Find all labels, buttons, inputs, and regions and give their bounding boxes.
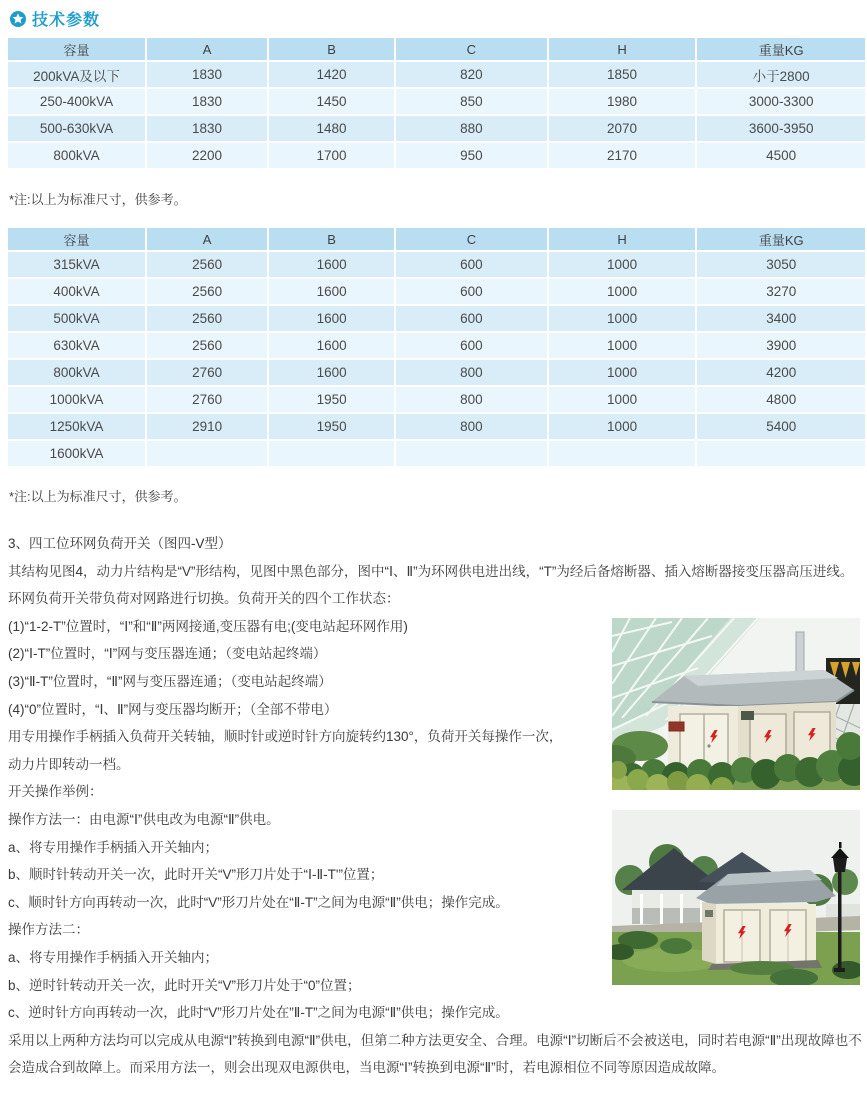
cell: 1000	[549, 387, 696, 412]
cell: 1000	[549, 360, 696, 385]
cell: 800kVA	[8, 143, 145, 168]
cell: 4500	[697, 143, 865, 168]
cell: 1600	[269, 252, 394, 277]
cell: 1830	[147, 62, 267, 87]
cell: 2170	[549, 143, 696, 168]
switch-state-line: (3)“Ⅱ-T”位置时，“Ⅱ”网与变压器连通；（变电站起终端）	[8, 673, 332, 689]
cell: 1600kVA	[8, 441, 145, 466]
cell: 1000	[549, 279, 696, 304]
cell: 5400	[697, 414, 865, 439]
cell: 1950	[269, 387, 394, 412]
box-substation-photo-1	[612, 618, 860, 790]
method1-step-line: c、顺时针方向再转动一次，此时“V”形刀片处在“Ⅱ-T”之间为电源“Ⅱ”供电；操作完成。	[8, 894, 509, 910]
column-header: 容量	[8, 228, 145, 250]
table-row	[8, 62, 865, 87]
table-row	[8, 143, 865, 168]
cell: 3900	[697, 333, 865, 358]
table-row	[8, 360, 865, 385]
cell	[147, 441, 267, 466]
column-header: 容量	[8, 38, 145, 60]
cell: 1950	[269, 414, 394, 439]
cell: 800kVA	[8, 360, 145, 385]
column-header: C	[396, 228, 547, 250]
cell: 400kVA	[8, 279, 145, 304]
cell: 小于2800	[697, 62, 865, 87]
cell: 2760	[147, 387, 267, 412]
cell: 1420	[269, 62, 394, 87]
cell: 600	[396, 306, 547, 331]
cell: 880	[396, 116, 547, 141]
cell: 3600-3950	[697, 116, 865, 141]
table2-note: *注:以上为标准尺寸，供参考。	[9, 489, 187, 504]
cell: 1000	[549, 252, 696, 277]
cell: 1600	[269, 306, 394, 331]
cell: 820	[396, 62, 547, 87]
cell: 1850	[549, 62, 696, 87]
cell: 600	[396, 333, 547, 358]
switch-state-line: (4)“0”位置时，“Ⅰ、Ⅱ”网与变压器均断开；（全部不带电）	[8, 701, 338, 717]
cell: 4800	[697, 387, 865, 412]
cell: 1000	[549, 306, 696, 331]
cell: 1480	[269, 116, 394, 141]
section-header	[10, 7, 100, 30]
method2-step-line: b、逆时针转动开关一次，此时开关“V”形刀片处于“0”位置；	[8, 977, 361, 993]
cell: 4200	[697, 360, 865, 385]
handle-instruction-line: 动力片即转动一档。	[8, 756, 130, 772]
switch-state-line: (2)“Ⅰ-T”位置时，“Ⅰ”网与变压器连通；（变电站起终端）	[8, 646, 327, 662]
cell: 2560	[147, 306, 267, 331]
cell: 2910	[147, 414, 267, 439]
cell: 250-400kVA	[8, 89, 145, 114]
page-title: 技术参数	[32, 12, 101, 29]
spec-table-upper	[6, 36, 867, 170]
cell: 315kVA	[8, 252, 145, 277]
cell: 850	[396, 89, 547, 114]
cell: 1980	[549, 89, 696, 114]
cell: 1000	[549, 333, 696, 358]
cell: 800	[396, 414, 547, 439]
header-row	[8, 38, 865, 60]
cell: 630kVA	[8, 333, 145, 358]
method2-title: 操作方法二：	[8, 922, 89, 938]
column-header: A	[147, 228, 267, 250]
star-badge-icon	[10, 11, 26, 27]
box-substation-photo-2	[612, 810, 860, 985]
cell: 3270	[697, 279, 865, 304]
method2-step-line: c、逆时针方向再转动一次，此时“V”形刀片处在”Ⅱ-T”之间为电源“Ⅱ”供电；操作完成。	[8, 1005, 509, 1021]
cell: 1830	[147, 89, 267, 114]
cell: 1600	[269, 279, 394, 304]
method2-step-line: a、将专用操作手柄插入开关轴内；	[8, 949, 219, 965]
cell: 2560	[147, 279, 267, 304]
cell: 1600	[269, 360, 394, 385]
cell: 500-630kVA	[8, 116, 145, 141]
section-title: 3、四工位环网负荷开关（图四-V型）	[8, 536, 232, 551]
cell: 2070	[549, 116, 696, 141]
cell: 950	[396, 143, 547, 168]
spec-table-lower	[6, 226, 867, 468]
table-row	[8, 333, 865, 358]
example-heading: 开关操作举例：	[8, 784, 103, 800]
column-header: H	[549, 228, 696, 250]
cell: 800	[396, 387, 547, 412]
cell: 1830	[147, 116, 267, 141]
cell: 2560	[147, 333, 267, 358]
cell: 2200	[147, 143, 267, 168]
cell: 1250kVA	[8, 414, 145, 439]
method1-title: 操作方法一：由电源“Ⅰ”供电改为电源“Ⅱ”供电。	[8, 811, 280, 827]
section-conclusion: 采用以上两种方法均可以完成从电源“Ⅰ”转换到电源“Ⅱ”供电，但第二种方法更安全、合理。电源“Ⅰ”切断后不会被送电，同时若电源“Ⅱ”出现故障也不会造成合到故障上。而采用方法一，则会出现双电源供电，当电源“Ⅰ”转换到电源“Ⅱ”时，若电源相位不同等原因造成故障。	[8, 1032, 862, 1076]
column-header: C	[396, 38, 547, 60]
cell: 3050	[697, 252, 865, 277]
cell: 600	[396, 252, 547, 277]
table-row	[8, 89, 865, 114]
section-intro: 其结构见图4，动力片结构是“V”形结构，见图中黑色部分，图中“Ⅰ、Ⅱ”为环网供电进出线，“T”为经后备熔断器、插入熔断器接变压器高压进线。环网负荷开关带负荷对网路进行切换。负荷开关的四个工作状态：	[8, 563, 854, 607]
cell	[697, 441, 865, 466]
cell: 1700	[269, 143, 394, 168]
cell	[549, 441, 696, 466]
column-header: B	[269, 38, 394, 60]
column-header: B	[269, 228, 394, 250]
cell	[269, 441, 394, 466]
table-row	[8, 387, 865, 412]
switch-state-line: (1)“1-2-T”位置时，“Ⅰ”和“Ⅱ”两网接通,变压器有电;(变电站起环网作用)	[8, 618, 408, 634]
cell: 3000-3300	[697, 89, 865, 114]
cell: 2560	[147, 252, 267, 277]
table-row	[8, 252, 865, 277]
table-row	[8, 414, 865, 439]
cell: 200kVA及以下	[8, 62, 145, 87]
handle-instruction-line: 用专用操作手柄插入负荷开关转轴，顺时针或逆时针方向旋转约130°，负荷开关每操作一次，	[8, 729, 563, 745]
header-row	[8, 228, 865, 250]
column-header: H	[549, 38, 696, 60]
switch-section	[8, 530, 865, 1082]
cell: 2760	[147, 360, 267, 385]
column-header: A	[147, 38, 267, 60]
cell: 1450	[269, 89, 394, 114]
cell: 800	[396, 360, 547, 385]
column-header: 重量KG	[697, 228, 865, 250]
cell: 3400	[697, 306, 865, 331]
method1-step-line: b、顺时针转动开关一次，此时开关“V”形刀片处于“Ⅰ-Ⅱ-T'”位置；	[8, 867, 384, 883]
table-row	[8, 279, 865, 304]
cell: 500kVA	[8, 306, 145, 331]
cell: 1000kVA	[8, 387, 145, 412]
table1-note: *注:以上为标准尺寸，供参考。	[9, 192, 187, 207]
cell: 1600	[269, 333, 394, 358]
cell	[396, 441, 547, 466]
cell: 600	[396, 279, 547, 304]
cell: 1000	[549, 414, 696, 439]
method1-step-line: a、将专用操作手柄插入开关轴内；	[8, 839, 219, 855]
table-row	[8, 441, 865, 466]
table-row	[8, 306, 865, 331]
column-header: 重量KG	[697, 38, 865, 60]
table-row	[8, 116, 865, 141]
